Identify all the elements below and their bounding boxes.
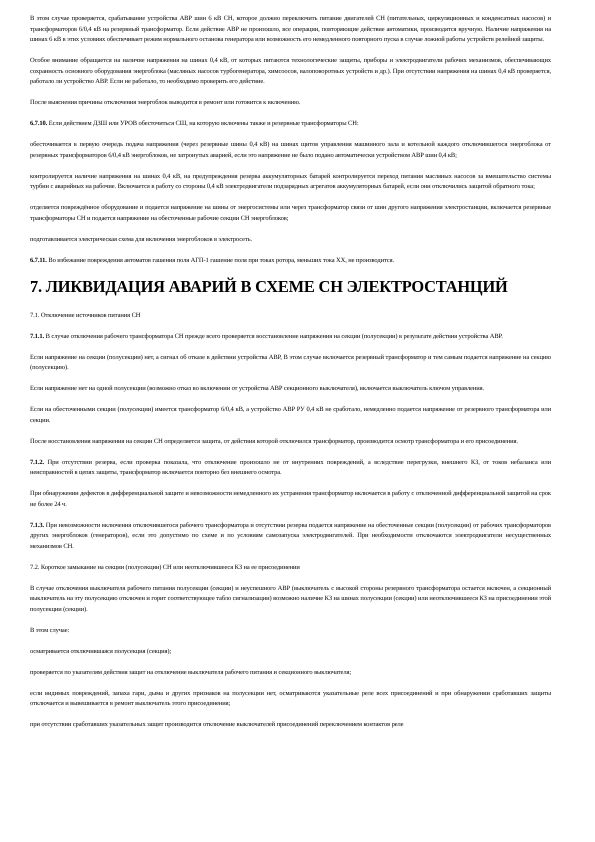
intro-paragraph-3: После выяснения причины отключения энергоблок выводится в ремонт или готовится к включению. — [30, 99, 301, 106]
clause-7-1-3 — [30, 521, 551, 553]
clause-7-1-1-para-2: Если напряжение на секции (полусекции) нет, а сигнал об отказе в действии устройства АВР, В этом случае включается резервный трансформатор и тем самым подается напряжение на секцию (полусекцию). — [30, 353, 551, 371]
clause-6-7-10-item-2: контролируется наличие напряжения на шинах 0,4 кВ, на предупреждения резерва аккумуляторных батарей контролируется переход питания масляных насосов за вмешательство системы турбин с аварийных на рабочие. Включается в работу со стороны 0,4 кВ электродвигатели подзарядных агрегатов аккумуляторных батарей, если они отключились защитой обратного тока; — [30, 172, 551, 190]
section-7-1-body — [30, 332, 551, 553]
section-7-2-para-6: при отсутствии сработавших указательных защит производится отключение выключателей присоединений переключением контактов реле — [30, 721, 404, 728]
clause-number: 6.7.11. — [30, 256, 47, 264]
intro-paragraph-2: Особое внимание обращается на наличие напряжения на шинах 0,4 кВ, от которых питаются технологические защиты, приборы и электродвигатели рабочих механизмов, обеспечивающих сохранность основного оборудования энергоблока (масляных насосов турбогенератора, химсоосов, валоповоротных устройств и др.). При отсутствии напряжения на шинах 0,4 кВ проверяется, работало ли устройство АВР. Если не работало, то необходимо проверить его действие. — [30, 57, 551, 85]
clause-7-1-2 — [30, 458, 551, 479]
clause-text: Во избежание повреждения автоматов гашения поля АГП-1 гашение поля при токах ротора, меньших тока ХХ, не производится. — [48, 256, 395, 264]
clause-7-1-2-para-2: При обнаружении дефектов в дифференциальной защите и невозможности немедленного их устранения трансформатор включается в работу с отключенной дифференциальной защитой на срок не более 24 ч. — [30, 490, 551, 508]
clause-7-1-1-para-4: Если на обесточенными секции (полусекции) имеется трансформатор 6/0,4 кВ, а устройство АВР РУ 0,4 кВ не сработало, немедленно подается напряжение от резервного трансформатора или секции. — [30, 406, 551, 424]
clause-6-7-10-item-3: отделяется повреждённое оборудование и подается напряжение на шины от энергосистемы или через трансформатор связи от шин другого напряжения электростанции, включается резервные трансформаторы СН и подается напряжение на обесточенные рабочие секции СН энергоблоков; — [30, 204, 551, 222]
clause-text: В случае отключения рабочего трансформатора СН прежде всего проверяется восстановление напряжения на секции (полусекции) в результате действия устройства АВР. — [45, 332, 503, 340]
clause-number: 7.1.3. — [30, 521, 45, 529]
section-7-2-title: 7.2. Короткое замыкание на секции (полусекции) СН или неотключившееся КЗ на ее присоединении — [30, 563, 300, 571]
clause-7-1-1 — [30, 332, 551, 343]
clause-number: 7.1.1. — [30, 332, 45, 340]
clause-text: Если действием ДЗШ или УРОВ обесточиться СШ, на которую включены также и резервные трансформаторы СН: — [48, 120, 359, 127]
section-7-2-para-5: если видимых повреждений, запаха гари, дыма и других признаков на полусекции нет, осматриваются указательные реле всех присоединений и при обнаружении сработавших защиты отключается и вывешивается в ремонт выключатель этого присоединения; — [30, 689, 551, 707]
clause-number: 6.7.10. — [30, 120, 48, 127]
chapter-title: 7. ЛИКВИДАЦИЯ АВАРИЙ В СХЕМЕ СН ЭЛЕКТРОСТАНЦИЙ — [30, 276, 508, 296]
clause-6-7-10 — [30, 119, 551, 130]
clause-text: При невозможности включения отключившегося рабочего трансформатора и отсутствии резерва подается напряжение на обесточенные секции (полусекции) от рабочих трансформаторов других энергоблоков (генераторов), если это допустимо по схеме и по условиям самозапуска электродвигателей. При необходимости отключаются электродвигатели несущественных механизмов СН. — [30, 521, 551, 550]
clause-7-1-1-para-3: Если напряжение нет на одной полусекции (возможно отказ во включении от устройства АВР секционного выключателя), включается выключатель ключом управления. — [30, 385, 485, 392]
section-7-2-para-1: В случае отключения выключателя рабочего питания полусекции (секции) и неуспешного АВР (выключатель с высокой стороны резервного трансформатора остается включен, а секционный выключатель на эту полусекцию отключен и горит соответствующее табло сигнализации) возможно наличие КЗ на шинах полусекции (секции) или неотключившееся КЗ на присоединении этой полусекции (секции). — [30, 584, 551, 613]
clause-7-1-1-para-5: После восстановления напряжения на секции СН определяется защита, от действия которой отключился трансформатор, производится осмотр трансформатора и его присоединения. — [30, 437, 518, 445]
clause-number: 7.1.2. — [30, 458, 45, 466]
section-7-2-para-3: осматривается отключившаяся полусекция (секция); — [30, 647, 172, 655]
intro-paragraph-1: В этом случае проверяется, срабатывание устройства АВР шин 6 кВ СН, которое должно переключить питание двигателей СН (питательных, циркуляционных и конденсатных насосов) и трансформаторов 6/0,4 кВ на резервный трансформатор. Если действие АВР не произошло, все операции, повторяющие действие автоматики, производятся вручную. Наличие напряжения на шинах 6 кВ в этих условиях обеспечивает режим нормального останова генератора или возможность его немедленного повторного пуска в случае ложной работы устройств релейной защиты. — [30, 15, 551, 43]
section-7-1-title: 7.1. Отключение источников питания СН — [30, 311, 141, 319]
clause-text: При отсутствии резерва, если проверка показала, что отключение произошло не от внутренних повреждений, а вследствие перегрузки, внешнего КЗ, от токов небаланса или неисправностей в цепях защиты, трансформатор включается повторно без внешнего осмотра. — [30, 458, 551, 476]
section-7-2-para-2: В этом случае: — [30, 626, 70, 634]
clause-6-7-10-item-4: подготавливается электрическая схема для включения энергоблоков в электросеть. — [30, 235, 253, 243]
clause-6-7-11 — [30, 256, 551, 267]
section-7-2-para-4: проверяется по указателям действия защит на отключение выключателя рабочего питания и секционного выключателя; — [30, 668, 352, 676]
clause-6-7-10-item-1: обесточивается в первую очередь подача напряжения (через резервные шины 0,4 кВ) на шинах щитов управления машинного зала и котельной каждого отключившегося энергоблока от резервных трансформаторов 6/0,4 кВ энергоблоков, не затронутых аварией, если это напряжение не было подано автоматически устройством АВР шин 0,4 кВ; — [30, 141, 551, 159]
